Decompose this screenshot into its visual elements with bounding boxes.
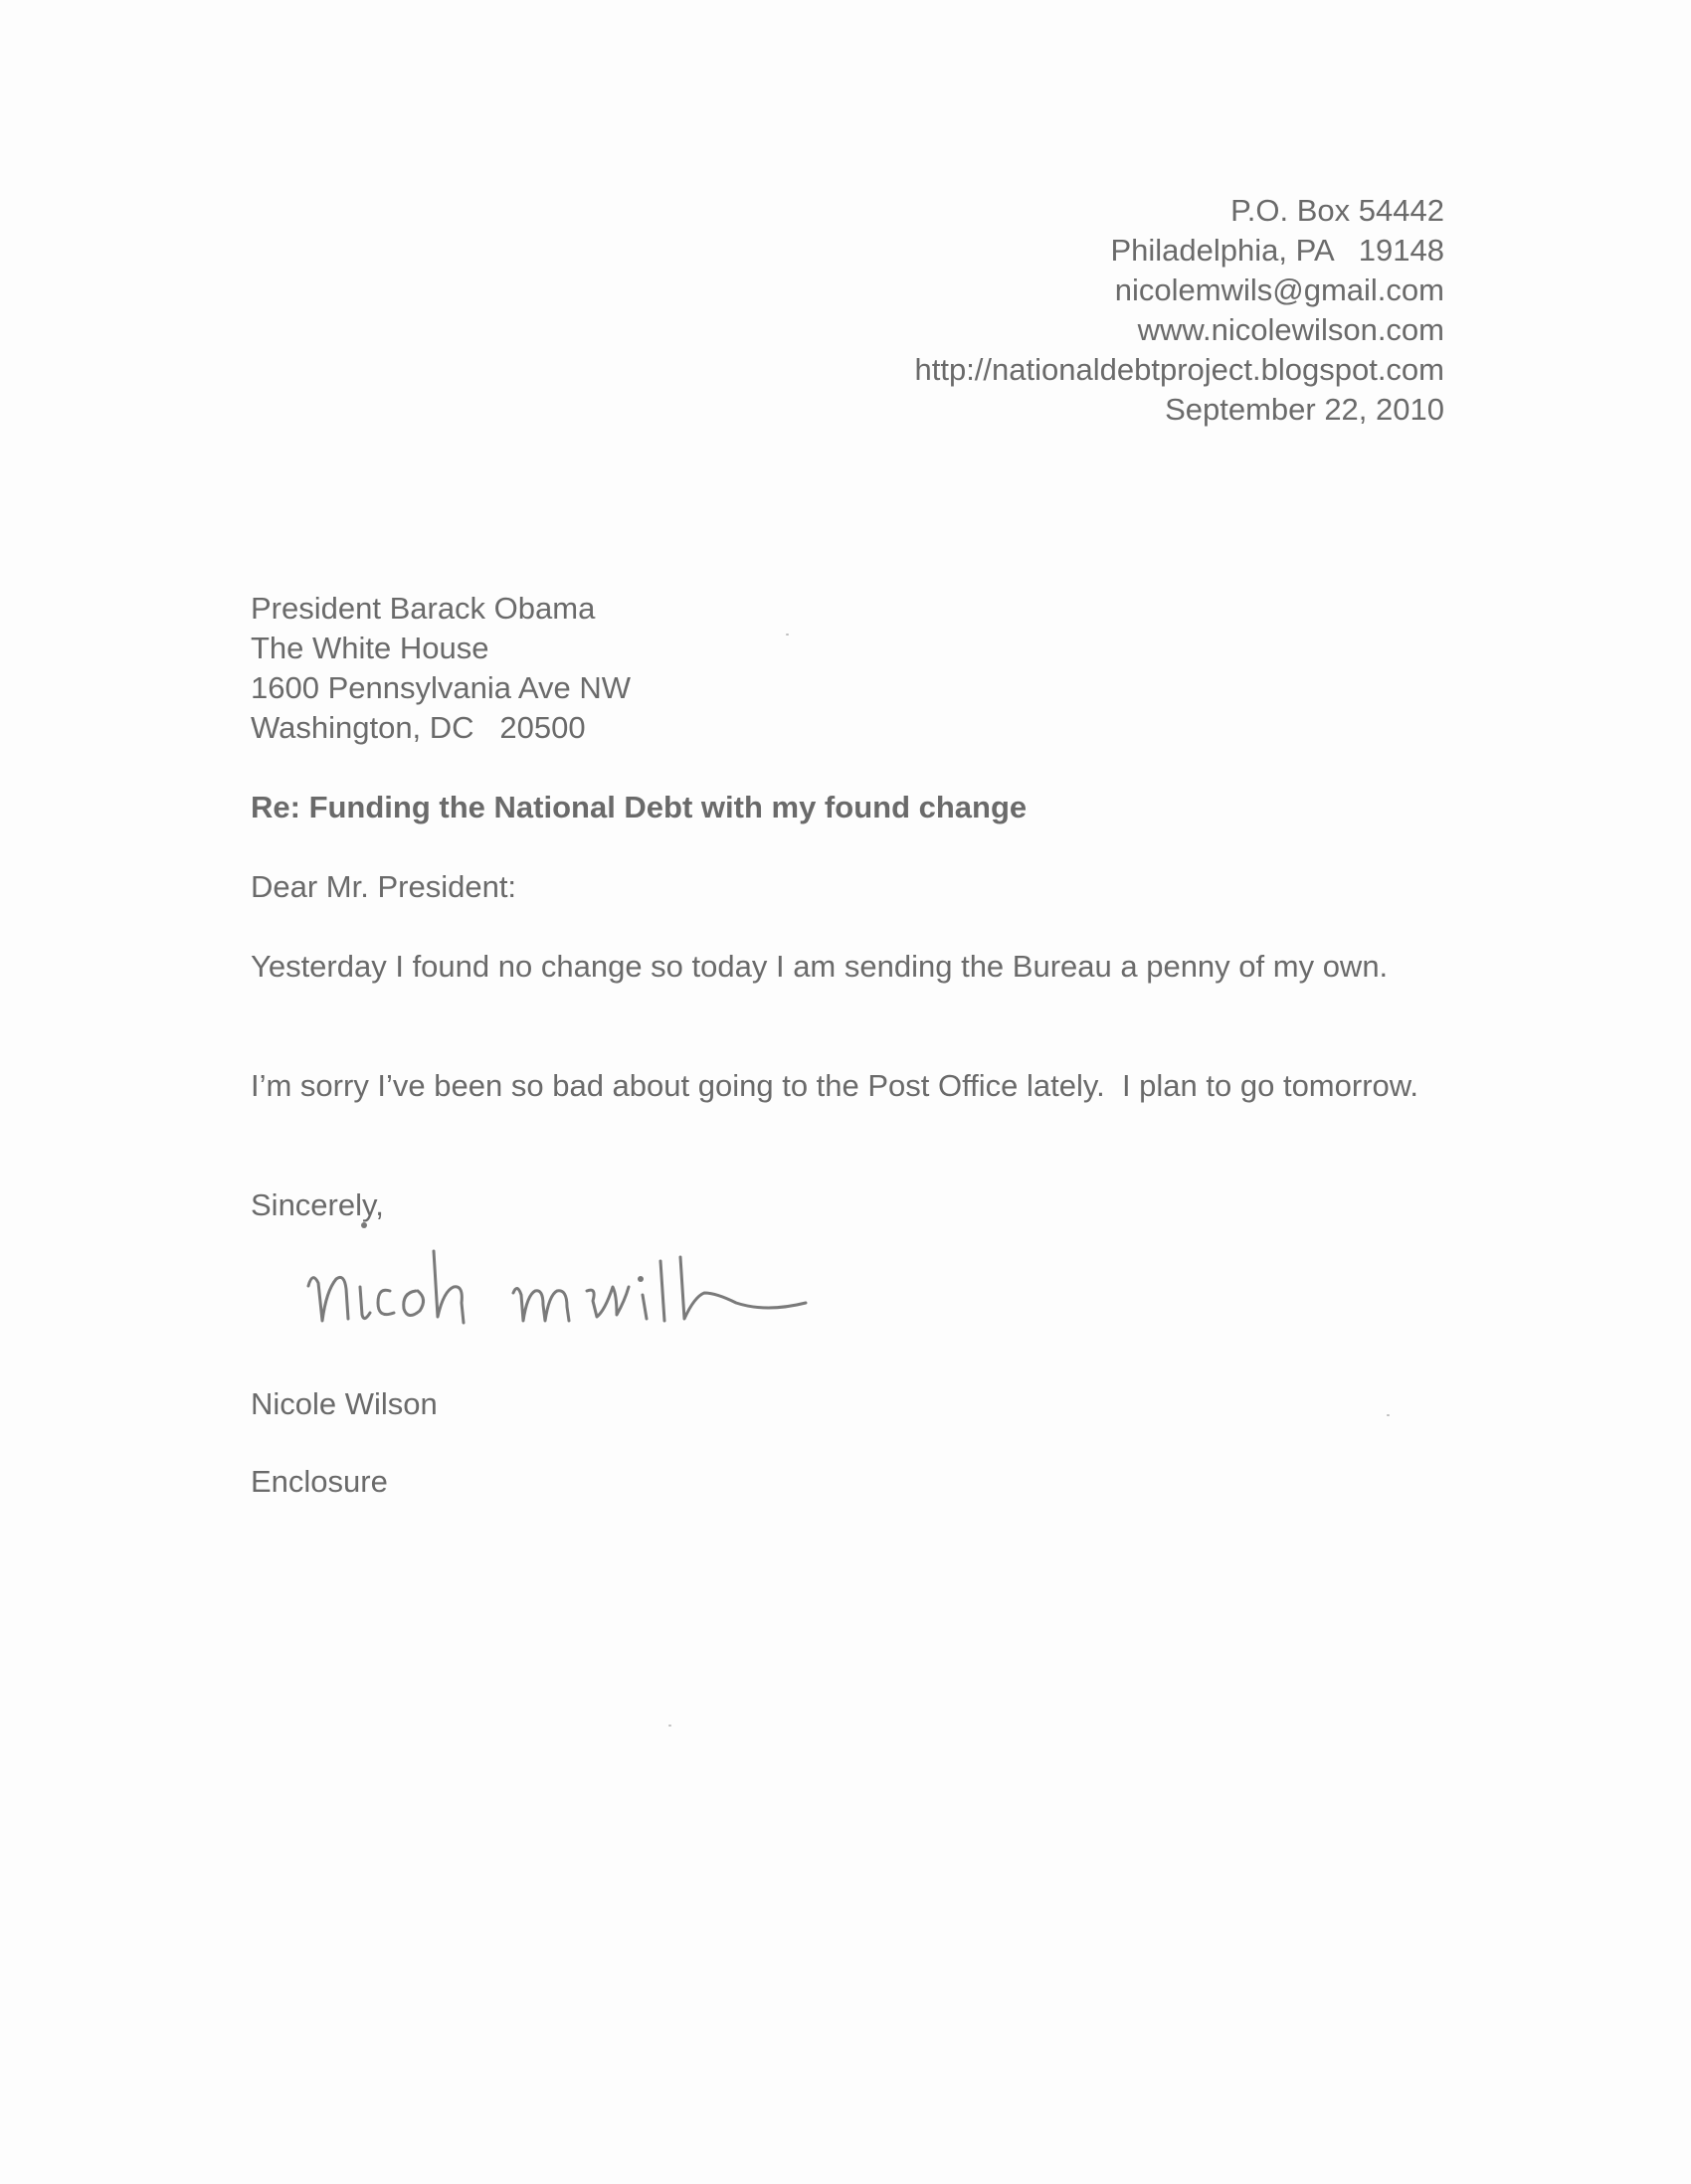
subject-line: Re: Funding the National Debt with my found change xyxy=(251,790,1028,824)
sender-email: nicolemwils@gmail.com xyxy=(1114,273,1444,307)
sender-po-box: P.O. Box 54442 xyxy=(1230,193,1444,228)
recipient-name: President Barack Obama xyxy=(251,591,596,626)
recipient-city-state-zip: Washington, DC 20500 xyxy=(251,710,586,745)
body-paragraph-2: I’m sorry I’ve been so bad about going to the Post Office lately. I plan to go tomorrow. xyxy=(251,1068,1419,1103)
recipient-address-block xyxy=(251,589,631,748)
closing: Sincerely, xyxy=(251,1187,384,1222)
letter-date: September 22, 2010 xyxy=(1165,392,1444,427)
body-paragraph-1: Yesterday I found no change so today I am sending the Bureau a penny of my own. xyxy=(251,949,1389,984)
sender-address-block xyxy=(914,191,1444,430)
handwritten-signature xyxy=(298,1221,875,1341)
signer-name: Nicole Wilson xyxy=(251,1386,438,1421)
paper-speck xyxy=(786,634,789,636)
salutation: Dear Mr. President: xyxy=(251,869,517,904)
enclosure-note: Enclosure xyxy=(251,1464,388,1499)
recipient-organization: The White House xyxy=(251,631,489,665)
sender-blog-url: http://nationaldebtproject.blogspot.com xyxy=(914,352,1444,387)
sender-website: www.nicolewilson.com xyxy=(1137,312,1444,347)
paper-speck xyxy=(668,1725,671,1727)
paper-speck xyxy=(1387,1414,1390,1416)
recipient-street: 1600 Pennsylvania Ave NW xyxy=(251,670,631,705)
sender-city-state-zip: Philadelphia, PA 19148 xyxy=(1110,233,1444,268)
